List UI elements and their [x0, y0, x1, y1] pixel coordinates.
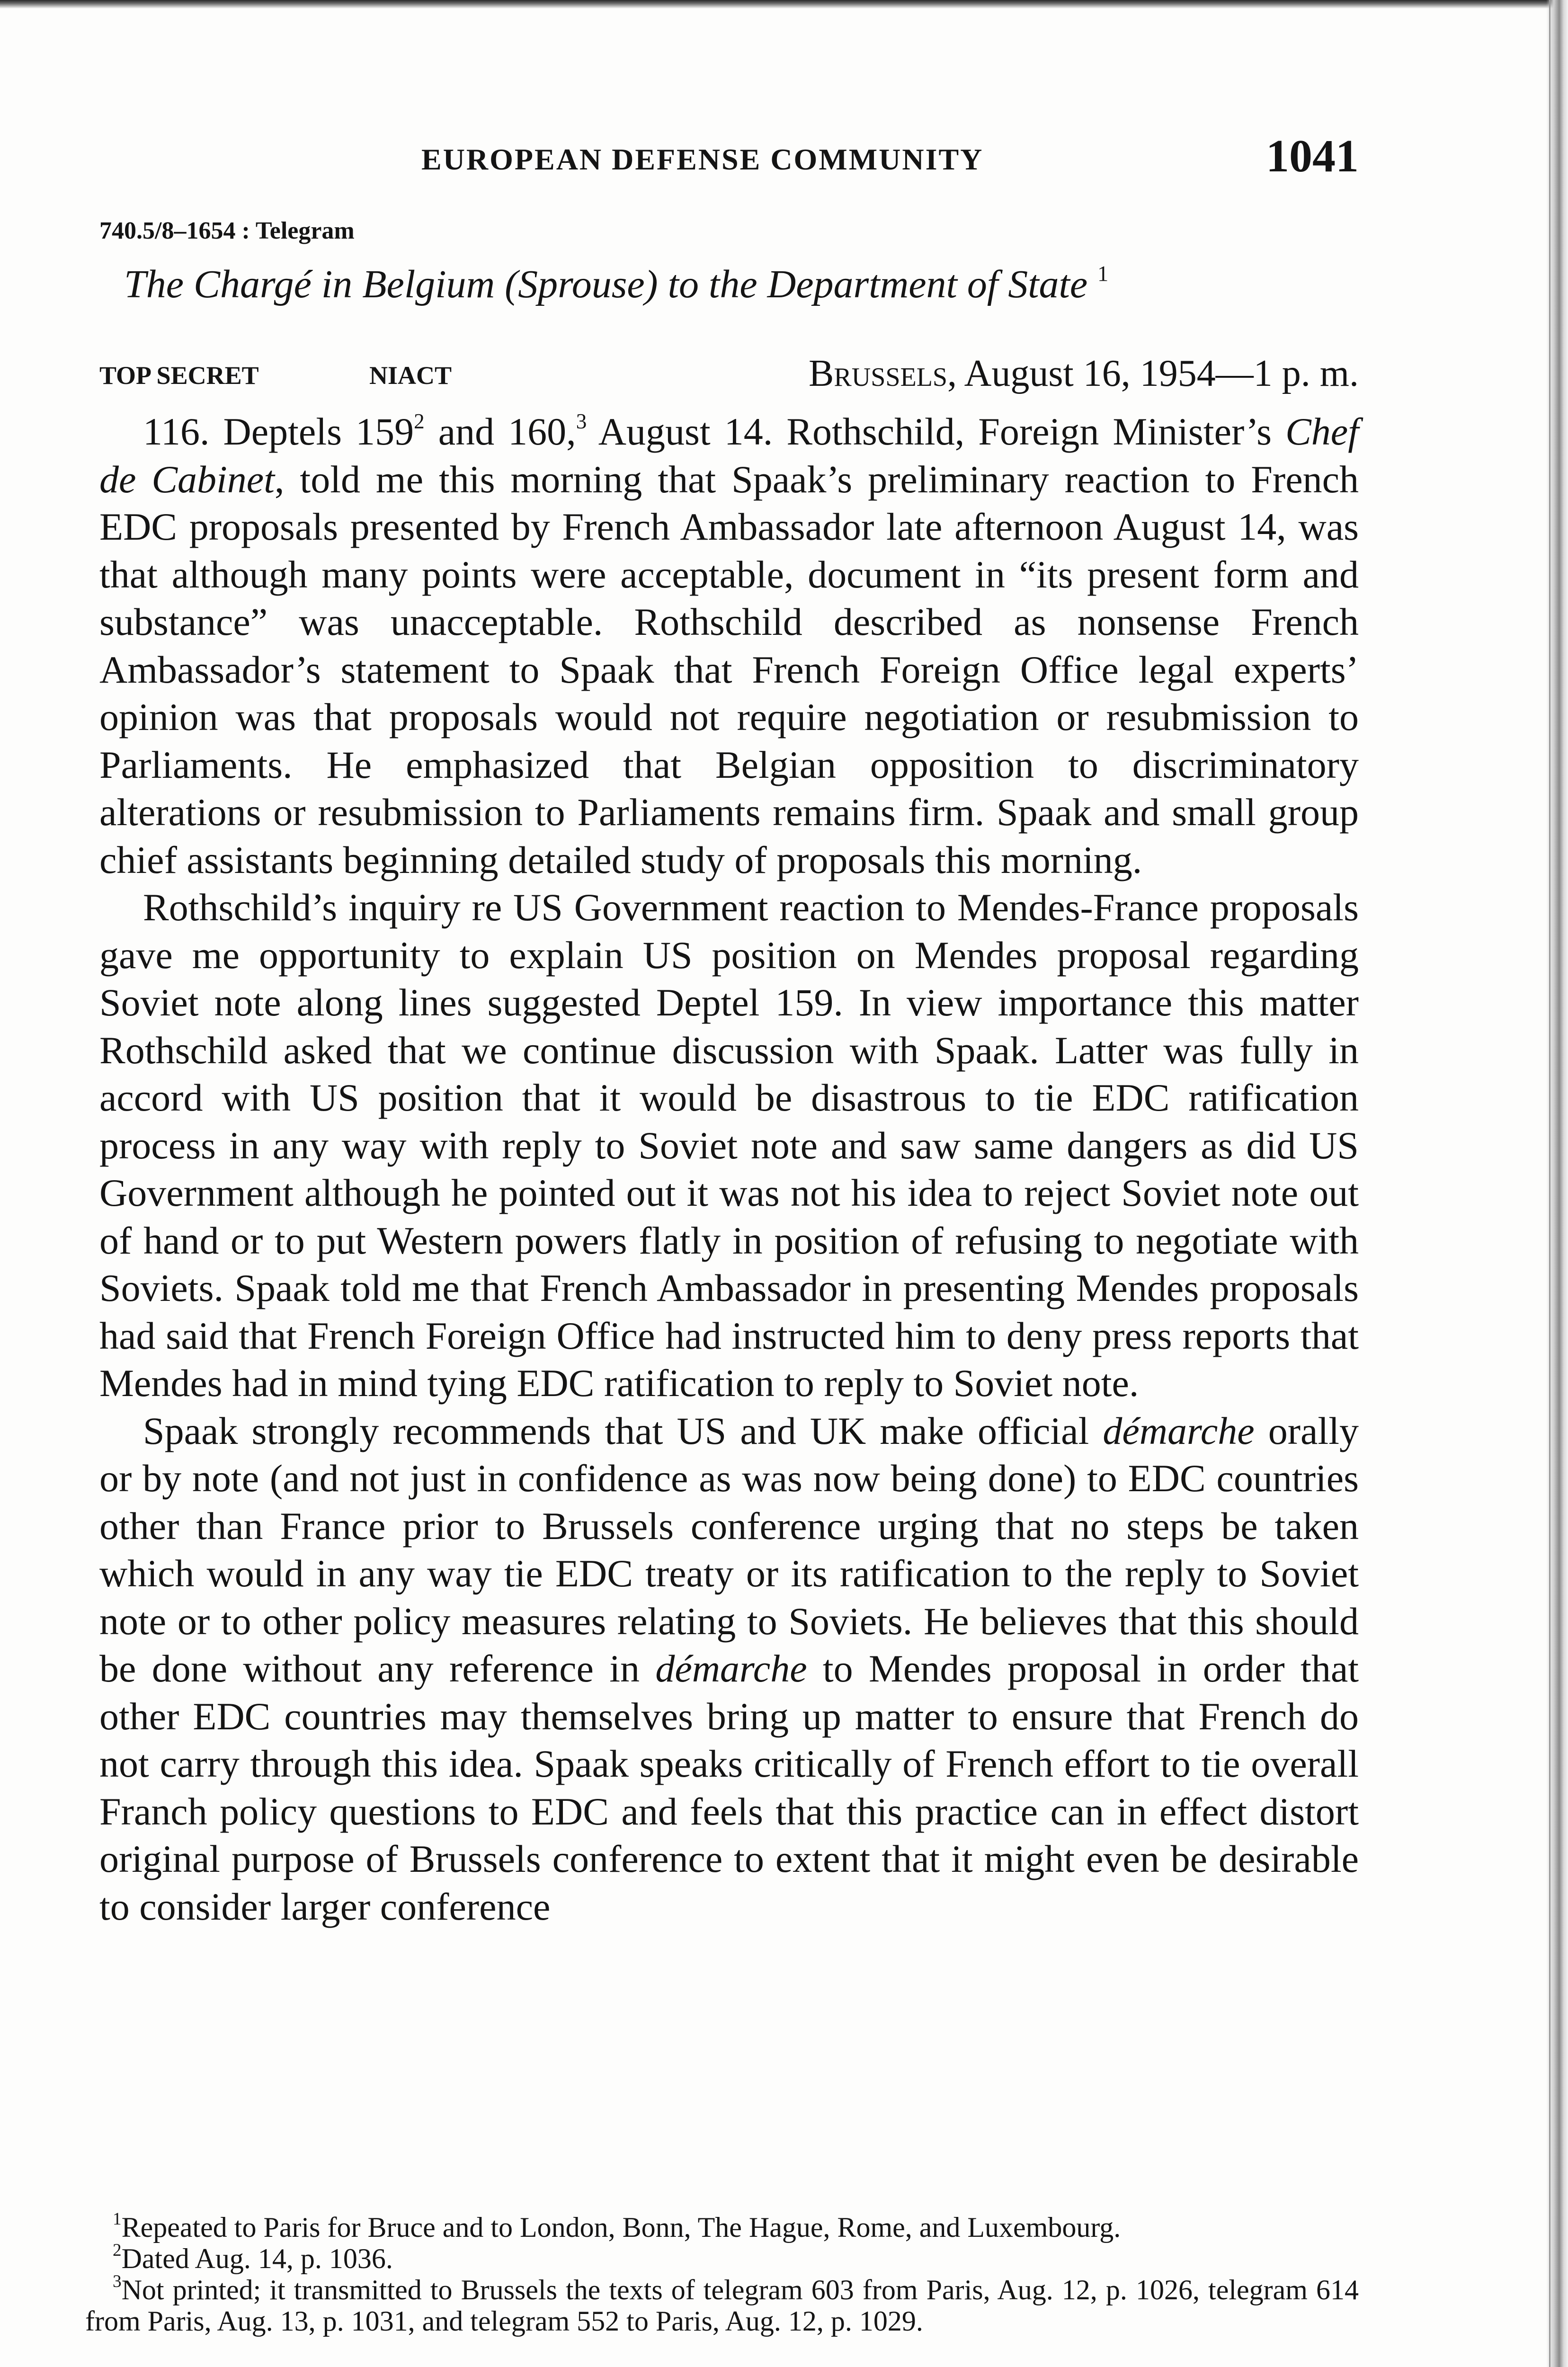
footnote-2: [85, 2240, 1359, 2274]
p1-text-a: 116. Deptels 159: [143, 410, 414, 453]
p1-italic-phrase: Chef de Cabinet: [99, 410, 1359, 501]
p3-italic-demarche-2: démarche: [655, 1647, 807, 1690]
precedence-label: NIACT: [369, 361, 452, 390]
body-paragraph-2: Rothschild’s inquiry re US Government reaction to Mendes-France proposals gave me opportunity to explain US position on Mendes proposal regarding Soviet note along lines suggested Deptel 159. In view importance this matter Rothschild asked that we continue discussion with Spaak. Latter was fully in accord with US position that it would be disastrous to tie EDC ratification process in any way with reply to Soviet note and saw same dangers as did US Government although he pointed out it was not his idea to reject Soviet note out of hand or to put Western powers flatly in position of refusing to negotiate with Soviets. Spaak told me that French Ambassador in presenting Mendes proposals had said that French Foreign Office had instructed him to deny press reports that Mendes had in mind tying EDC ratification to reply to Soviet note.: [99, 886, 1359, 1405]
dateline-place: Brussels: [809, 353, 948, 394]
p1-text-b: and 160,: [424, 410, 576, 453]
footnote-marker: 2: [113, 2240, 122, 2260]
dateline: [809, 352, 1359, 395]
footnote-ref-1: 1: [1097, 261, 1109, 286]
document-title: [124, 261, 1108, 307]
dateline-date: , August 16, 1954—1 p. m.: [947, 353, 1359, 394]
footnotes: [85, 2209, 1359, 2337]
body-paragraph-3: [99, 1407, 1359, 1931]
footnote-ref-3: 3: [576, 409, 587, 434]
page-number: 1041: [1266, 131, 1359, 182]
scan-top-edge: [0, 0, 1568, 9]
p3-text-e: to Mendes proposal in order that other EDC countries may themselves bring up matter to ensure that French do not carry through this idea. Spaak speaks critically of French effort to tie overall Franch policy questions to EDC and feels that this practice can in effect distort original purpose of Brussels conference to extent that it might even be desirable to consider larger conference: [99, 1647, 1359, 1928]
p1-text-e: , told me this morning that Spaak’s preliminary reaction to French EDC proposals presented by French Ambassador late afternoon August 14, was that although many points were acceptable, document in “its present form and substance” was unacceptable. Rothschild described as nonsense French Ambassador’s statement to Spaak that French Foreign Office legal experts’ opinion was that proposals would not require negotiation or resubmission to Parliaments. He emphasized that Belgian opposition to discriminatory alterations or resubmission to Parliaments remains firm. Spaak and small group chief assistants beginning detailed study of proposals this morning.: [99, 457, 1359, 881]
footnote-ref-2: 2: [414, 409, 425, 434]
running-title: EUROPEAN DEFENSE COMMUNITY: [421, 142, 984, 176]
footnote-text: Dated Aug. 14, p. 1036.: [121, 2243, 393, 2274]
document-title-text: The Chargé in Belgium (Sprouse) to the Department of State: [124, 262, 1088, 306]
footnote-text: Not printed; it transmitted to Brussels the texts of telegram 603 from Paris, Aug. 12, p. 1026, telegram 614 from Paris, Aug. 13, p. 1031, and telegram 552 to Paris, Aug. 12, p. 1029.: [85, 2274, 1359, 2337]
running-head: [99, 133, 1359, 189]
p3-text-a: Spaak strongly recommends that US and UK make official: [143, 1409, 1103, 1452]
body-paragraph-1: [99, 408, 1359, 884]
p3-text-c: orally or by note (and not just in confidence as was now being done) to EDC countries other than France prior to Brussels conference urging that no steps be taken which would in any way tie EDC treaty or its ratification to the reply to Soviet note or to other policy measures relating to Soviets. He believes that this should be done without any reference in: [99, 1409, 1359, 1690]
footnote-3: [85, 2271, 1359, 2337]
footnote-text: Repeated to Paris for Bruce and to London, Bonn, The Hague, Rome, and Luxembourg.: [121, 2212, 1121, 2243]
footnote-1: [85, 2209, 1359, 2243]
file-reference: 740.5/8–1654 : Telegram: [99, 217, 355, 244]
telegram-body: [99, 408, 1359, 1931]
classification-label: TOP SECRET: [99, 361, 259, 390]
p3-italic-demarche-1: démarche: [1103, 1409, 1255, 1452]
telegram-header: [99, 353, 1359, 403]
footnote-marker: 3: [113, 2271, 122, 2291]
p1-text-c: August 14. Rothschild, Foreign Minister’s: [587, 410, 1286, 453]
scan-binding-line: [1549, 0, 1550, 2367]
footnote-marker: 1: [113, 2209, 122, 2229]
